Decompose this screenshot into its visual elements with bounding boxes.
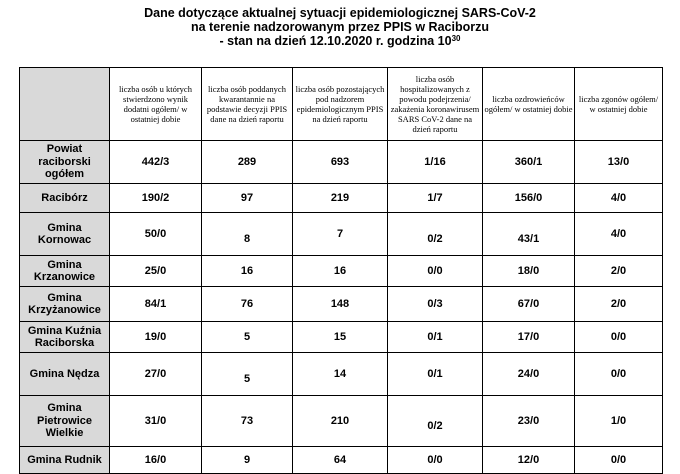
cell-positive: 25/0 [110,256,202,287]
title-date: - stan na dzień 12.10.2020 r. godzina 10 [219,34,452,48]
header-recovered: liczba ozdrowieńców ogółem/ w ostatniej dobie [483,68,575,141]
cell-positive: 442/3 [110,141,202,184]
cell-recovered: 67/0 [483,287,575,322]
row-name: Gmina Nędza [20,353,110,396]
row-name: Powiat raciborski ogółem [20,141,110,184]
cell-quarantine: 16 [202,256,293,287]
cell-deaths: 4/0 [575,213,663,256]
header-deaths: liczba zgonów ogółem/ w ostatniej dobie [575,68,663,141]
cell-deaths: 1/0 [575,396,663,447]
cell-recovered: 18/0 [483,256,575,287]
table-row [20,353,663,396]
cell-hospitalized: 1/7 [388,184,483,213]
cell-deaths: 13/0 [575,141,663,184]
header-row [20,68,663,141]
cell-deaths: 0/0 [575,353,663,396]
cell-recovered: 360/1 [483,141,575,184]
cell-recovered: 24/0 [483,353,575,396]
cell-hospitalized: 0/1 [388,353,483,396]
table-row [20,213,663,256]
cell-hospitalized: 0/2 [388,213,483,256]
cell-deaths: 0/0 [575,322,663,353]
cell-quarantine: 97 [202,184,293,213]
title-line-1: Dane dotyczące aktualnej sytuacji epidemiologicznej SARS-CoV-2 [144,6,536,20]
cell-supervision: 210 [293,396,388,447]
cell-quarantine: 5 [202,353,293,396]
document-title [0,6,680,48]
cell-hospitalized: 0/1 [388,322,483,353]
cell-positive: 16/0 [110,447,202,474]
cell-supervision: 15 [293,322,388,353]
cell-positive: 31/0 [110,396,202,447]
header-supervision: liczba osób pozostających pod nadzorem epidemiologicznym PPIS na dzień raportu [293,68,388,141]
header-hospitalized: liczba osób hospitalizowanych z powodu podejrzenia/ zakażenia koronawirusem SARS CoV-2 dane na dzień raportu [388,68,483,141]
row-name: Racibórz [20,184,110,213]
cell-recovered: 17/0 [483,322,575,353]
row-name: Gmina Krzyżanowice [20,287,110,322]
cell-hospitalized: 1/16 [388,141,483,184]
table-row [20,396,663,447]
cell-positive: 19/0 [110,322,202,353]
cell-supervision: 693 [293,141,388,184]
cell-positive: 84/1 [110,287,202,322]
cell-positive: 190/2 [110,184,202,213]
cell-quarantine: 73 [202,396,293,447]
cell-recovered: 43/1 [483,213,575,256]
cell-supervision: 7 [293,213,388,256]
covid-stats-table [19,67,663,474]
title-line-3 [0,34,680,48]
cell-recovered: 23/0 [483,396,575,447]
cell-supervision: 16 [293,256,388,287]
cell-quarantine: 289 [202,141,293,184]
cell-quarantine: 5 [202,322,293,353]
cell-deaths: 0/0 [575,447,663,474]
cell-supervision: 64 [293,447,388,474]
table-row [20,141,663,184]
cell-supervision: 219 [293,184,388,213]
row-name: Gmina Krzanowice [20,256,110,287]
cell-positive: 27/0 [110,353,202,396]
cell-hospitalized: 0/2 [388,396,483,447]
cell-hospitalized: 0/3 [388,287,483,322]
header-positive: liczba osób u których stwierdzono wynik dodatni ogółem/ w ostatniej dobie [110,68,202,141]
title-line-2: na terenie nadzorowanym przez PPIS w Raciborzu [191,20,489,34]
cell-hospitalized: 0/0 [388,447,483,474]
cell-supervision: 14 [293,353,388,396]
cell-hospitalized: 0/0 [388,256,483,287]
header-corner [20,68,110,141]
cell-deaths: 4/0 [575,184,663,213]
cell-recovered: 12/0 [483,447,575,474]
cell-recovered: 156/0 [483,184,575,213]
cell-supervision: 148 [293,287,388,322]
row-name: Gmina Kornowac [20,213,110,256]
row-name: Gmina Kuźnia Raciborska [20,322,110,353]
table-row [20,447,663,474]
cell-deaths: 2/0 [575,287,663,322]
title-time-minutes: 30 [451,34,461,43]
cell-quarantine: 76 [202,287,293,322]
table-row [20,184,663,213]
header-quarantine: liczba osób poddanych kwarantannie na podstawie decyzji PPIS dane na dzień raportu [202,68,293,141]
table-row [20,322,663,353]
table-row [20,287,663,322]
row-name: Gmina Rudnik [20,447,110,474]
cell-deaths: 2/0 [575,256,663,287]
row-name: Gmina Pietrowice Wielkie [20,396,110,447]
cell-quarantine: 8 [202,213,293,256]
cell-positive: 50/0 [110,213,202,256]
table-row [20,256,663,287]
cell-quarantine: 9 [202,447,293,474]
